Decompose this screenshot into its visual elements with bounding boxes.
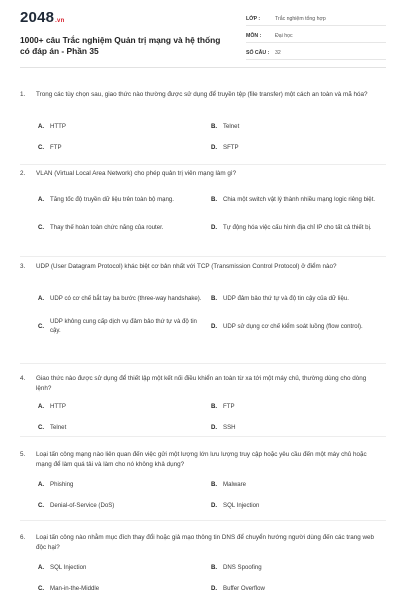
meta-row-subject [246,29,386,43]
question-stem [20,169,386,187]
question-2 [20,165,386,257]
option-text: HTTP [50,403,66,410]
question-5 [20,437,386,521]
option-letter: C. [38,223,45,231]
option-letter: C. [38,585,45,592]
option-letter: D. [211,223,218,231]
option-a[interactable] [38,563,211,572]
question-number: 1. [20,91,26,98]
answer-options [20,288,386,336]
option-b[interactable] [211,288,384,308]
option-b[interactable] [211,402,384,411]
question-text: Trong các tùy chọn sau, giao thức nào thường được sử dụng để truyền tệp (file transfer) một cách an toàn và mã hóa? [36,91,368,98]
question-stem [20,90,386,112]
option-b[interactable] [211,563,384,572]
option-letter: B. [211,294,218,302]
meta-label: SỐ CÂU : [246,49,270,56]
option-text: HTTP [50,123,66,130]
answer-options [20,122,386,152]
option-b[interactable] [211,122,384,131]
option-letter: D. [211,322,218,330]
option-a[interactable] [38,189,211,209]
option-b[interactable] [211,189,384,209]
option-a[interactable] [38,122,211,131]
option-text: UDP không cung cấp dịch vụ đảm bảo thứ tự và độ tin cậy. [50,318,197,334]
question-4 [20,364,386,437]
meta-row-class [246,12,386,26]
document-title: 1000+ câu Trắc nghiệm Quản trị mạng và hệ thống có đáp án - Phần 35 [20,35,221,56]
option-text: UDP đảm bảo thứ tự và độ tin cậy của dữ liệu. [223,294,349,302]
question-number: 4. [20,375,26,382]
question-text: VLAN (Virtual Local Area Network) cho phép quản trị viên mạng làm gì? [36,170,237,177]
meta-label: MÔN : [246,32,262,39]
option-letter: D. [211,502,218,509]
option-text: Telnet [223,123,240,130]
option-letter: B. [211,195,218,203]
option-letter: A. [38,481,45,488]
question-6 [20,521,386,600]
question-text: Loại tấn công nào nhằm mục đích thay đổi hoặc giả mạo thông tin DNS để chuyển hướng người dùng đến các trang web độc hại? [36,534,375,551]
option-text: Denial-of-Service (DoS) [50,502,115,509]
meta-value: 32 [275,49,281,56]
option-letter: A. [38,564,45,571]
option-text: FTP [223,403,235,410]
option-letter: C. [38,322,45,330]
meta-value: Trắc nghiệm tổng hợp [275,15,326,22]
option-letter: A. [38,195,45,203]
document-meta [246,12,386,67]
site-logo[interactable] [20,10,225,29]
option-letter: B. [211,564,218,571]
question-3 [20,257,386,364]
option-letter: A. [38,294,45,302]
meta-row-count [246,46,386,60]
question-1 [20,68,386,165]
option-letter: C. [38,502,45,509]
option-c[interactable] [38,316,211,336]
option-letter: A. [38,403,45,410]
option-letter: D. [211,585,218,592]
option-c[interactable] [38,423,211,432]
question-stem [20,450,386,472]
option-c[interactable] [38,501,211,510]
question-stem [20,374,386,396]
option-text: Tự động hóa việc cấu hình địa chỉ IP cho tất cả thiết bị. [223,223,372,231]
option-letter: B. [211,403,218,410]
option-text: UDP sử dụng cơ chế kiểm soát luồng (flow control). [223,322,363,330]
option-letter: D. [211,144,218,151]
option-text: Thay thế hoàn toàn chức năng của router. [50,223,164,231]
option-text: Buffer Overflow [223,585,265,592]
question-number: 3. [20,263,26,270]
option-letter: B. [211,123,218,130]
header-left [20,10,225,67]
question-number: 2. [20,170,26,177]
question-text: UDP (User Datagram Protocol) khác biệt cơ bản nhất với TCP (Transmission Control Protocol) ở điểm nào? [36,263,337,270]
option-letter: A. [38,123,45,130]
option-text: FTP [50,144,62,151]
option-text: SFTP [223,144,239,151]
option-b[interactable] [211,480,384,489]
answer-options [20,480,386,510]
meta-value: Đại học [275,32,293,39]
option-text: DNS Spoofing [223,564,262,571]
option-text: Telnet [50,424,67,431]
answer-options [20,563,386,593]
option-text: Man-in-the-Middle [50,585,100,592]
option-text: SQL Injection [50,564,87,571]
option-a[interactable] [38,288,211,308]
option-a[interactable] [38,480,211,489]
option-d[interactable] [211,423,384,432]
question-number: 6. [20,534,26,541]
option-d[interactable] [211,217,384,237]
option-c[interactable] [38,217,211,237]
question-text: Loại tấn công mạng nào liên quan đến việc gửi một lượng lớn lưu lượng truy cập hoặc yêu cầu đến một máy chủ hoặc mạng để làm quá tải và làm cho nó không khả dụng? [36,451,367,468]
logo-text: 2048 [20,9,55,26]
option-letter: C. [38,144,45,151]
question-stem [20,533,386,555]
question-number: 5. [20,451,26,458]
option-text: SSH [223,424,236,431]
option-text: UDP có cơ chế bắt tay ba bước (three-way handshake). [50,294,202,302]
option-text: SQL Injection [223,502,260,509]
option-c[interactable] [38,143,211,152]
question-text: Giao thức nào được sử dụng để thiết lập một kết nối điều khiển an toàn từ xa tới một máy chủ, thường dùng cho dòng lệnh? [36,375,367,392]
option-text: Phishing [50,481,74,488]
option-d[interactable] [211,584,384,593]
answer-options [20,402,386,432]
option-a[interactable] [38,402,211,411]
option-text: Malware [223,481,247,488]
question-stem [20,262,386,284]
logo-suffix: .vn [55,18,65,24]
option-letter: B. [211,481,218,488]
option-c[interactable] [38,584,211,593]
option-letter: D. [211,424,218,431]
option-d[interactable] [211,143,384,152]
meta-label: LỚP : [246,15,261,22]
option-text: Chia một switch vật lý thành nhiều mạng logic riêng biệt. [223,195,376,203]
document-header [20,10,386,68]
answer-options [20,189,386,237]
option-letter: C. [38,424,45,431]
option-d[interactable] [211,316,384,336]
option-d[interactable] [211,501,384,510]
option-text: Tăng tốc độ truyền dữ liệu trên toàn bộ mạng. [50,195,174,203]
